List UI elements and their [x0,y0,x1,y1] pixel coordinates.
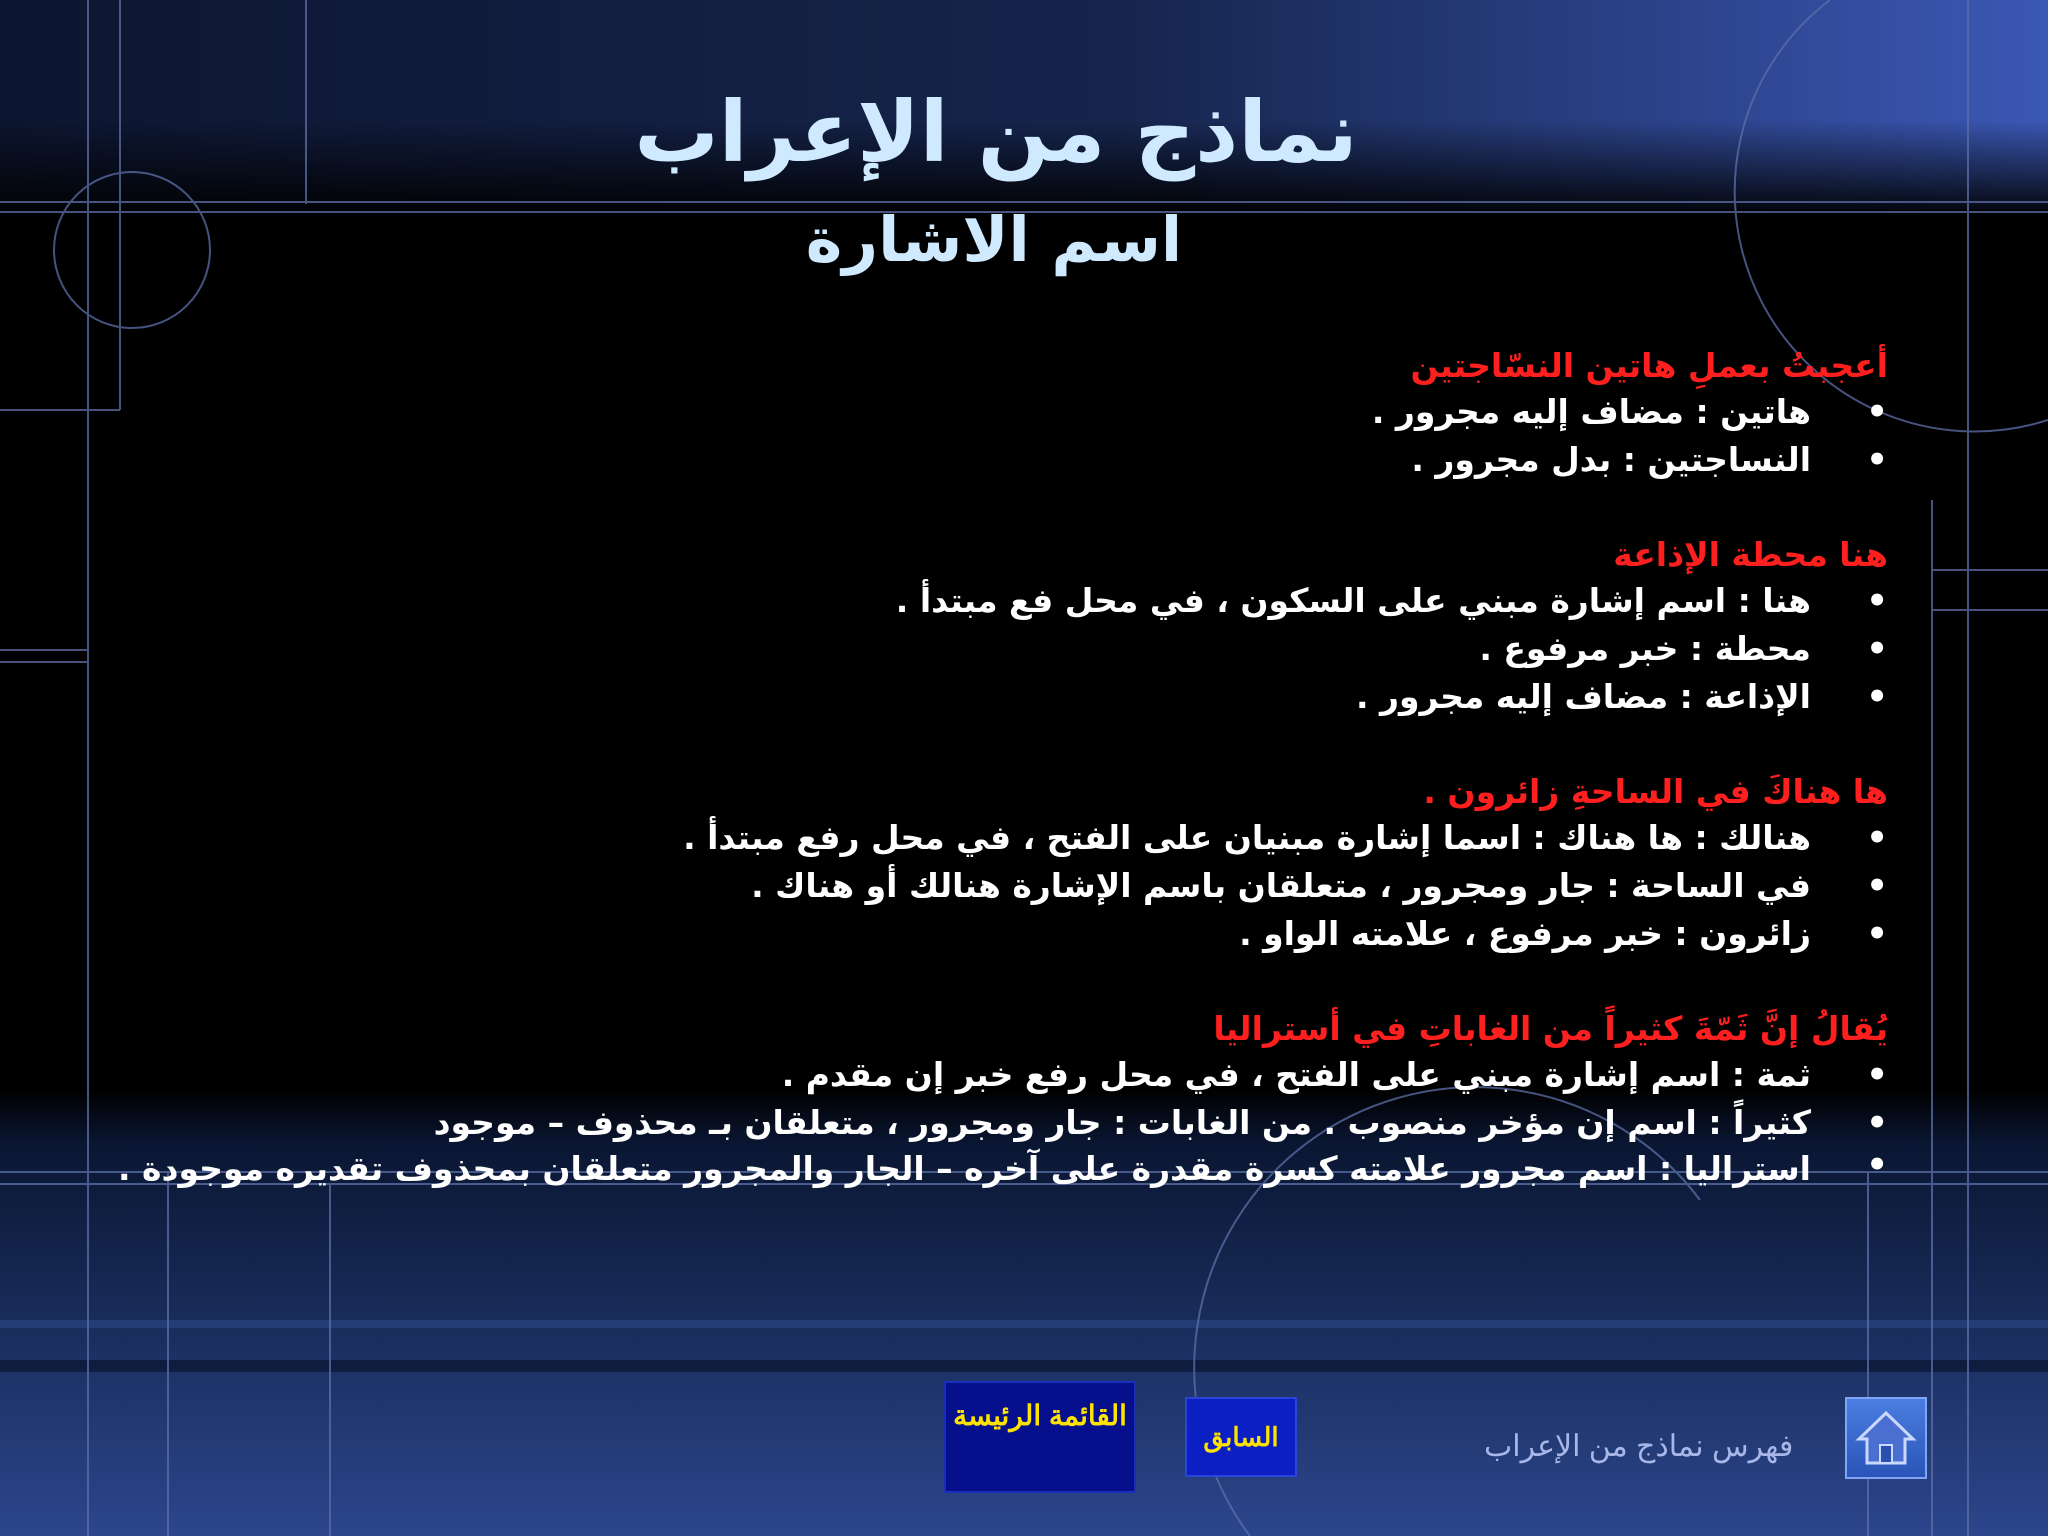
parse-item: • محطة : خبر مرفوع . [8,625,1888,673]
parse-item: • استراليا : اسم مجرور علامته كسرة مقدرة على آخره – الجار والمجرور متعلقان بمحذوف تقديره موجودة . [8,1147,1888,1199]
parse-item: • هنا : اسم إشارة مبني على السكون ، في محل فع مبتدأ . [8,577,1888,625]
example-sentence: ها هناكَ في الساحةِ زائرون . [1423,772,1888,811]
parse-item: • النساجتين : بدل مجرور . [8,436,1888,484]
home-button[interactable] [1845,1397,1927,1479]
example-group [8,344,1888,484]
content-area [8,344,1888,1248]
main-menu-button[interactable]: القائمة الرئيسة [944,1381,1136,1493]
page-subtitle: اسم الاشارة [805,203,1183,276]
index-link[interactable]: فهرس نماذج من الإعراب [1484,1430,1794,1463]
parse-item: • هنالك : ها هناك : اسما إشارة مبنيان على الفتح ، في محل رفع مبتدأ . [8,814,1888,862]
example-group [8,533,1888,721]
example-sentence: هنا محطة الإذاعة [1613,535,1888,574]
parse-item: • ثمة : اسم إشارة مبني على الفتح ، في محل رفع خبر إن مقدم . [8,1051,1888,1099]
home-icon [1847,1399,1925,1477]
previous-button[interactable]: السابق [1185,1397,1297,1477]
example-sentence: أعجبتُ بعملِ هاتين النسّاجتين [1410,346,1888,385]
parse-item: • زائرون : خبر مرفوع ، علامته الواو . [8,910,1888,958]
example-group [8,1007,1888,1199]
parse-item: • هاتين : مضاف إليه مجرور . [8,388,1888,436]
page-title: نماذج من الإعراب [634,83,1358,181]
example-sentence: يُقالُ إنَّ ثَمّةَ كثيراً من الغاباتِ في أستراليا [1213,1009,1888,1048]
parse-item: • كثيراً : اسم إن مؤخر منصوب . من الغابات : جار ومجرور ، متعلقان بـ محذوف – موجود [8,1099,1888,1147]
parse-item: • في الساحة : جار ومجرور ، متعلقان باسم الإشارة هنالك أو هناك . [8,862,1888,910]
parse-item: • الإذاعة : مضاف إليه مجرور . [8,673,1888,721]
example-group [8,770,1888,958]
